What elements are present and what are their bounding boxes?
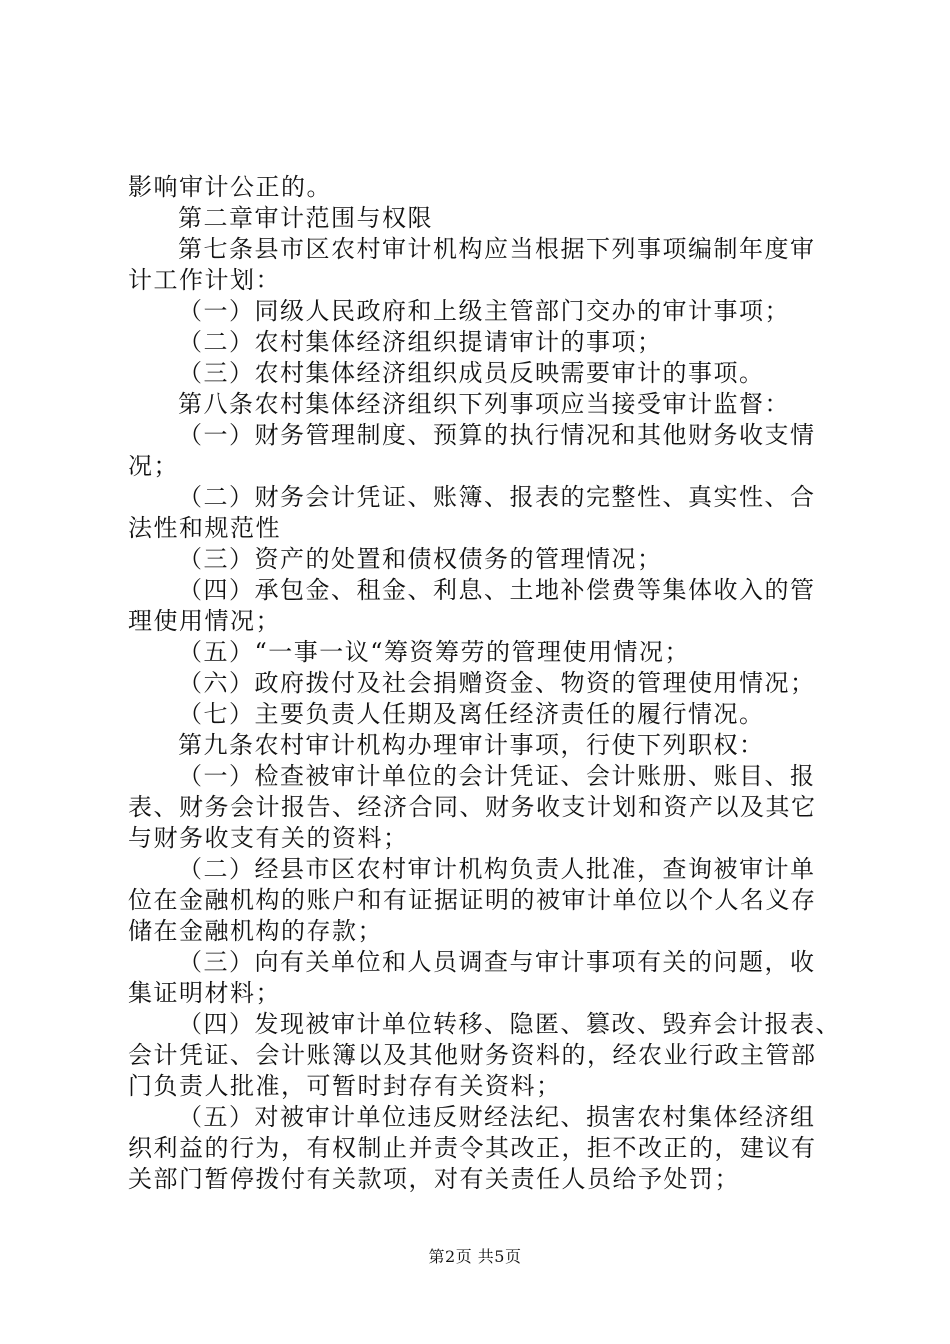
document-body bbox=[128, 172, 841, 1195]
text-line: 影响审计公正的。 bbox=[128, 173, 332, 201]
text-line: 理使用情况； bbox=[128, 607, 281, 635]
list-item: （七）主要负责人任期及离任经济责任的履行情况。 bbox=[178, 700, 765, 728]
text-line: 法性和规范性 bbox=[128, 514, 281, 542]
list-item: （一）同级人民政府和上级主管部门交办的审计事项； bbox=[178, 297, 790, 325]
text-line: 集证明材料； bbox=[128, 979, 281, 1007]
text-line: 织利益的行为，有权制止并责令其改正，拒不改正的，建议有 bbox=[128, 1134, 817, 1162]
article-9-line: 第九条农村审计机构办理审计事项，行使下列职权： bbox=[178, 731, 765, 759]
text-line: 况； bbox=[128, 452, 179, 480]
page-number-footer: 第2页 共5页 bbox=[428, 1247, 522, 1266]
text-line: 储在金融机构的存款； bbox=[128, 917, 383, 945]
text-line: 计工作计划： bbox=[128, 266, 281, 294]
text-line: 会计凭证、会计账簿以及其他财务资料的，经农业行政主管部 bbox=[128, 1041, 817, 1069]
list-item: （五）“一事一议“筹资筹劳的管理使用情况； bbox=[178, 638, 691, 666]
list-item: （四）发现被审计单位转移、隐匿、篡改、毁弃会计报表、 bbox=[178, 1010, 841, 1038]
text-line: 位在金融机构的账户和有证据证明的被审计单位以个人名义存 bbox=[128, 886, 817, 914]
list-item: （二）农村集体经济组织提请审计的事项； bbox=[178, 328, 663, 356]
list-item: （三）农村集体经济组织成员反映需要审计的事项。 bbox=[178, 359, 765, 387]
chapter-heading: 第二章审计范围与权限 bbox=[178, 204, 433, 232]
list-item: （五）对被审计单位违反财经法纪、损害农村集体经济组 bbox=[178, 1103, 816, 1131]
text-line: 表、财务会计报告、经济合同、财务收支计划和资产以及其它 bbox=[128, 793, 817, 821]
text-line: 门负责人批准，可暂时封存有关资料； bbox=[128, 1072, 562, 1100]
list-item: （六）政府拨付及社会捐赠资金、物资的管理使用情况； bbox=[178, 669, 816, 697]
list-item: （二）经县市区农村审计机构负责人批准，查询被审计单 bbox=[178, 855, 816, 883]
article-8-line: 第八条农村集体经济组织下列事项应当接受审计监督： bbox=[178, 390, 790, 418]
text-line: 关部门暂停拨付有关款项，对有关责任人员给予处罚； bbox=[128, 1165, 740, 1193]
text-line: 与财务收支有关的资料； bbox=[128, 824, 409, 852]
list-item: （一）检查被审计单位的会计凭证、会计账册、账目、报 bbox=[178, 762, 816, 790]
list-item: （三）资产的处置和债权债务的管理情况； bbox=[178, 545, 663, 573]
article-7-line: 第七条县市区农村审计机构应当根据下列事项编制年度审 bbox=[178, 235, 816, 263]
list-item: （二）财务会计凭证、账簿、报表的完整性、真实性、合 bbox=[178, 483, 816, 511]
list-item: （三）向有关单位和人员调查与审计事项有关的问题，收 bbox=[178, 948, 816, 976]
list-item: （四）承包金、租金、利息、土地补偿费等集体收入的管 bbox=[178, 576, 816, 604]
list-item: （一）财务管理制度、预算的执行情况和其他财务收支情 bbox=[178, 421, 816, 449]
